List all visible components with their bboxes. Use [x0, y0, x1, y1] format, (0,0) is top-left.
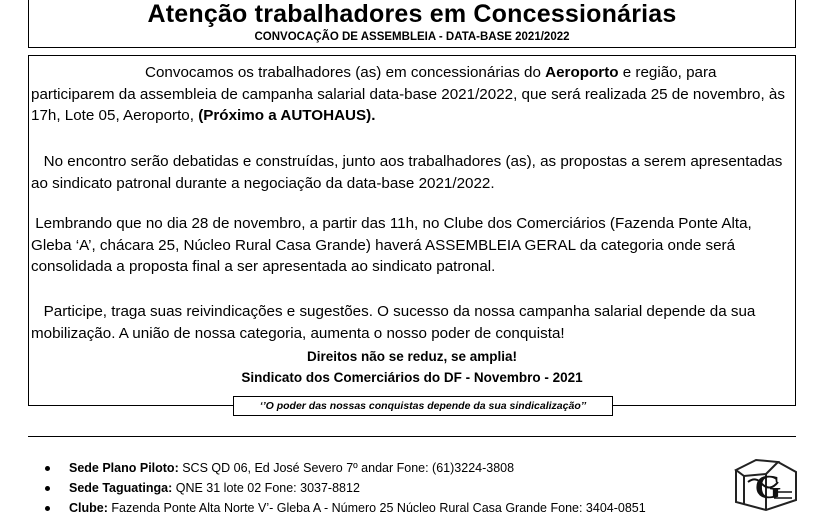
contact-text: SCS QD 06, Ed José Severo 7º andar Fone: (61)3224-3808: [178, 461, 515, 475]
contact-label: Sede Plano Piloto:: [69, 461, 179, 475]
contact-list: [45, 459, 646, 519]
divider: [28, 436, 796, 437]
signature: Sindicato dos Comerciários do DF - Novembro - 2021: [241, 370, 583, 385]
p1-reference-bold: (Próximo a AUTOHAUS).: [198, 107, 376, 124]
bullet-icon: [45, 486, 50, 491]
paragraph-participate: [31, 301, 793, 344]
contact-label: Clube:: [69, 501, 108, 515]
page-subtitle: CONVOCAÇÃO DE ASSEMBLEIA - DATA-BASE 2021/2022: [254, 31, 570, 43]
announcement-box: [28, 55, 796, 406]
union-logo-icon: [726, 452, 806, 514]
contact-text: Fazenda Ponte Alta Norte V’- Gleba A - Número 25 Núcleo Rural Casa Grande Fone: 3404-0851: [107, 501, 646, 515]
page-title: Atenção trabalhadores em Concessionárias: [147, 0, 677, 28]
p4-text: Participe, traga suas reivindicações e sugestões. O sucesso da nossa campanha salarial depende da sua mobilização. A união de nossa categoria, aumenta o nosso poder de conquista!: [31, 303, 756, 342]
list-item: [45, 459, 646, 479]
bullet-icon: [45, 466, 50, 471]
list-item: [45, 479, 646, 499]
p1-text-a: Convocamos os trabalhadores (as) em concessionárias do: [145, 64, 546, 81]
list-item: [45, 499, 646, 519]
slogan: Direitos não se reduz, se amplia!: [306, 349, 518, 364]
quote-box: ‘’O poder das nossas conquistas depende da sua sindicalização’’: [233, 396, 613, 416]
p1-location-bold: Aeroporto: [545, 64, 619, 81]
p2-text: No encontro serão debatidas e construídas, junto aos trabalhadores (as), as propostas a serem apresentadas ao sindicato patronal durante a negociação da data-base 2021/2022.: [31, 153, 783, 192]
contact-text: QNE 31 lote 02 Fone: 3037-8812: [172, 481, 360, 495]
contact-label: Sede Taguatinga:: [69, 481, 173, 495]
paragraph-debate: [31, 151, 793, 194]
header-box: [28, 0, 796, 48]
bullet-icon: [45, 506, 50, 511]
paragraph-general-assembly: [31, 213, 793, 278]
p1-text-c: e região, para participarem da assembleia de campanha salarial data-base 2021/2022, que será realizada 25 de novembro, às 17h, Lote 05, Aeroporto,: [31, 64, 785, 124]
p3-text: Lembrando que no dia 28 de novembro, a partir das 11h, no Clube dos Comerciários (Fazenda Ponte Alta, Gleba ‘A’, chácara 25, Núcleo Rural Casa Grande) haverá ASSEMBLEIA GERAL da categoria onde será consolidada a proposta final a ser apresentada ao sindicato patronal.: [31, 215, 752, 275]
paragraph-convocation: [31, 62, 793, 127]
svg-text:G: G: [754, 469, 782, 506]
